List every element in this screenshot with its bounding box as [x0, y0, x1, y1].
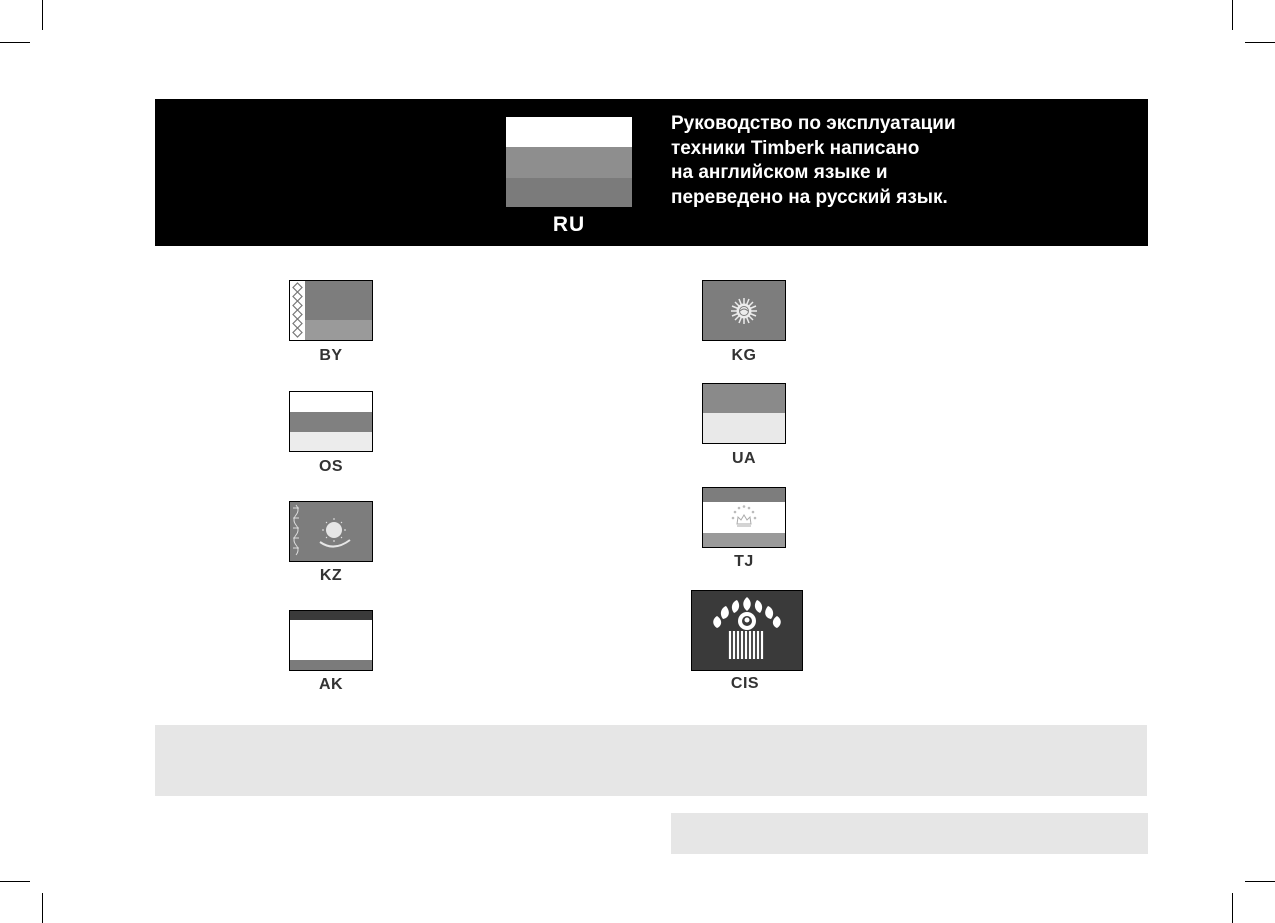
kg-code: KG: [731, 347, 757, 364]
crop-mark-bottom-right-h: [1245, 881, 1275, 882]
language-notice: [671, 112, 1091, 210]
kz-code: KZ: [319, 567, 343, 584]
header-banner: [155, 99, 1148, 246]
ak-code: AK: [318, 676, 344, 693]
cis-flag-icon: [691, 590, 803, 671]
crop-mark-bottom-left-v: [42, 893, 43, 923]
notice-line: Руководство по эксплуатации: [671, 113, 956, 134]
ua-code: UA: [731, 450, 757, 467]
kg-flag-icon: [702, 280, 786, 341]
crop-mark-top-left-h: [0, 42, 30, 43]
notice-line: на английском языке и: [671, 162, 888, 183]
ak-flag-icon: [289, 610, 373, 671]
crop-mark-bottom-left-h: [0, 881, 30, 882]
ru-flag-icon: [506, 117, 632, 207]
tj-code: TJ: [734, 553, 754, 570]
by-code: BY: [319, 347, 343, 364]
footer-band-small: [671, 813, 1148, 854]
crop-mark-top-right-v: [1232, 0, 1233, 30]
notice-line: техники Timberk написано: [671, 137, 920, 159]
crop-mark-top-right-h: [1245, 42, 1275, 43]
kz-flag-icon: [289, 501, 373, 562]
notice-line: переведено на русский язык.: [671, 186, 948, 208]
crop-mark-top-left-v: [42, 0, 43, 30]
crop-mark-bottom-right-v: [1232, 893, 1233, 923]
os-code: OS: [318, 458, 344, 475]
os-flag-icon: [289, 391, 373, 452]
tj-flag-icon: [702, 487, 786, 548]
by-flag-icon: [289, 280, 373, 341]
ru-flag-code: RU: [552, 213, 586, 236]
ua-flag-icon: [702, 383, 786, 444]
cis-code: CIS: [730, 675, 760, 692]
footer-band: [155, 725, 1147, 796]
